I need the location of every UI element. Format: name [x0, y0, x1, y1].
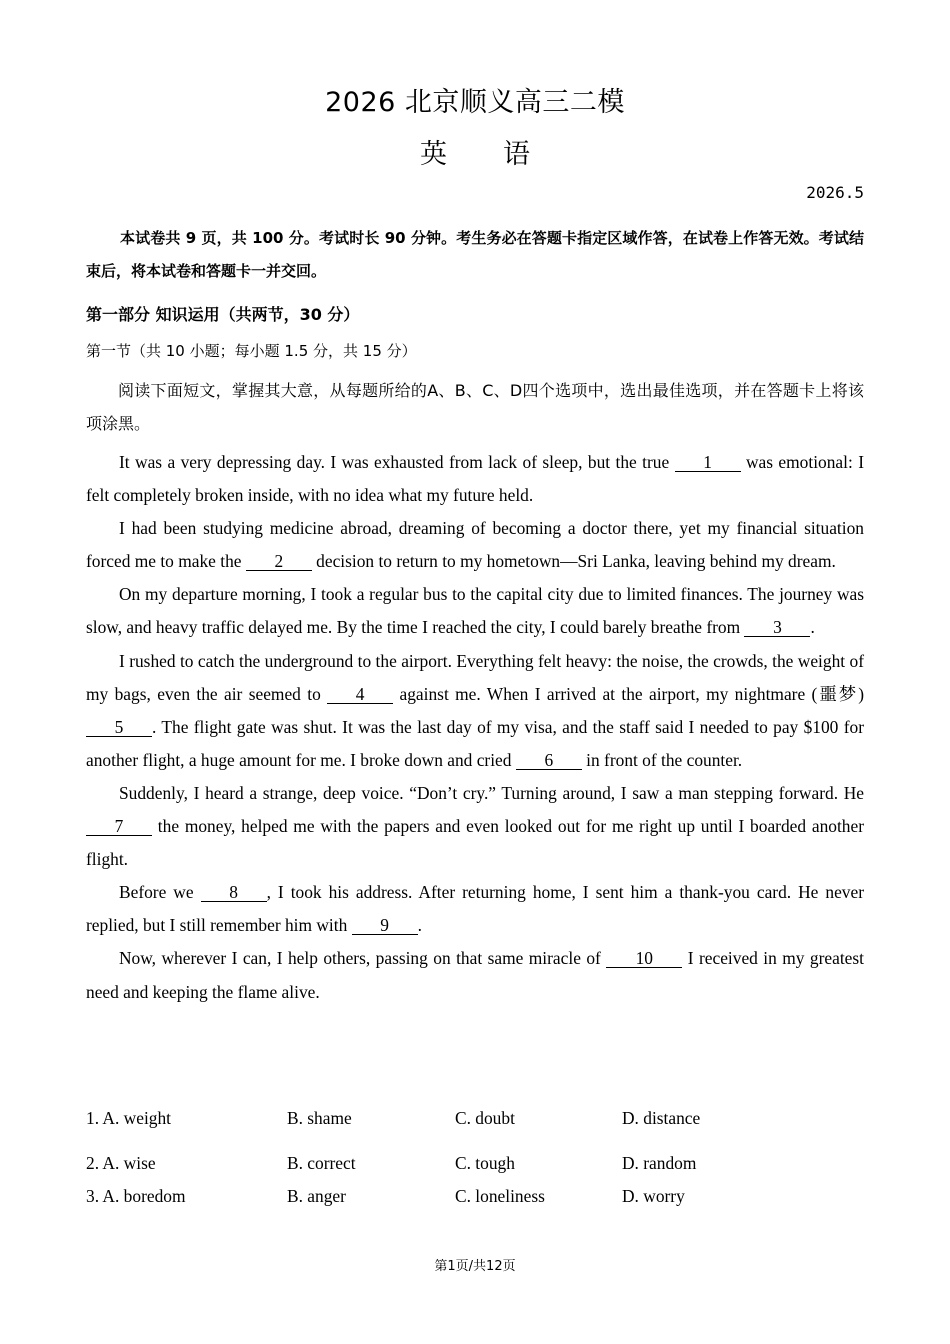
- option-b: B. shame: [287, 1108, 352, 1128]
- passage-text: against me. When I arrived at the airport, my nightmare (噩梦): [393, 683, 864, 704]
- passage-text: was emotional: I felt completely broken inside, with no idea what my future held.: [86, 452, 864, 506]
- blank-6: 6: [516, 751, 582, 770]
- option-a: 3. A. boredom: [86, 1186, 186, 1206]
- blank-7: 7: [86, 817, 152, 836]
- option-a: 1. A. weight: [86, 1108, 172, 1128]
- passage-text: Suddenly, I heard a strange, deep voice. “Don’t cry.” Turning around, I saw a man stepping forward. He: [119, 782, 864, 803]
- section1-heading: 第一节（共 10 小题；每小题 1.5 分，共 15 分）: [86, 342, 417, 360]
- blank-9: 9: [352, 916, 418, 935]
- passage-paragraph-6: [86, 876, 864, 942]
- option-c: C. doubt: [455, 1108, 515, 1128]
- passage-paragraph-7: [86, 942, 864, 1008]
- blank-5: 5: [86, 718, 152, 737]
- passage-paragraph-3: [86, 578, 864, 644]
- option-c: C. loneliness: [455, 1186, 545, 1206]
- passage-text: Now, wherever I can, I help others, passing on that same miracle of: [119, 948, 607, 969]
- blank-2: 2: [246, 552, 312, 571]
- option-d: D. distance: [622, 1108, 701, 1128]
- exam-date: 2026.5: [806, 183, 864, 202]
- passage-text: .: [417, 915, 422, 936]
- option-row-2: [86, 1153, 864, 1186]
- passage-paragraph-1: [86, 446, 864, 512]
- blank-3: 3: [744, 618, 810, 637]
- passage-text: in front of the counter.: [581, 749, 743, 770]
- part1-heading: 第一部分 知识运用（共两节，30 分）: [86, 305, 360, 324]
- passage-text: I received in my greatest need and keeping the flame alive.: [86, 948, 864, 1002]
- page-footer: 第1页/共12页: [434, 1259, 516, 1274]
- subject-title: 英语: [420, 139, 586, 170]
- passage-text: the money, helped me with the papers and even looked out for me right up until I boarded another flight.: [86, 816, 864, 870]
- option-b: B. anger: [287, 1186, 346, 1206]
- exam-title: 2026 北京顺义高三二模: [325, 87, 625, 118]
- passage-text: . The flight gate was shut. It was the last day of my visa, and the staff said I needed to pay $100 for another flight, a huge amount for me. I broke down and cried: [86, 716, 864, 770]
- passage-text: It was a very depressing day. I was exhausted from lack of sleep, but the true: [119, 452, 675, 472]
- option-d: D. random: [622, 1153, 697, 1173]
- passage-paragraph-2: [86, 512, 864, 578]
- passage-paragraph-5: [86, 777, 864, 876]
- blank-8: 8: [201, 883, 267, 902]
- passage-text: On my departure morning, I took a regular bus to the capital city due to limited finances. The journey was slow, and heavy traffic delayed me. By the time I reached the city, I could barely breathe from: [86, 584, 864, 638]
- option-row-1: [86, 1108, 864, 1141]
- passage-text: decision to return to my hometown—Sri Lanka, leaving behind my dream.: [311, 551, 836, 572]
- passage-text: Before we: [119, 882, 201, 903]
- passage-text: I rushed to catch the underground to the airport. Everything felt heavy: the noise, the crowds, the weight of my bags, even the air seemed to: [86, 650, 864, 704]
- cloze-passage: [86, 446, 864, 1009]
- blank-1: 1: [675, 453, 741, 472]
- passage-paragraph-4: [86, 645, 864, 777]
- section1-instruction: 阅读下面短文，掌握其大意，从每题所给的A、B、C、D四个选项中，选出最佳选项，并在答题卡上将该项涂黑。: [86, 381, 864, 433]
- option-c: C. tough: [455, 1153, 515, 1173]
- blank-10: 10: [606, 949, 682, 968]
- option-row-3: [86, 1186, 864, 1219]
- blank-4: 4: [327, 685, 393, 704]
- option-b: B. correct: [287, 1153, 356, 1173]
- answer-options: [86, 1108, 864, 1219]
- passage-text: I had been studying medicine abroad, dreaming of becoming a doctor there, yet my financial situation forced me to make the: [86, 518, 864, 572]
- exam-notice: 本试卷共 9 页，共 100 分。考试时长 90 分钟。考生务必在答题卡指定区域作答，在试卷上作答无效。考试结束后，将本试卷和答题卡一并交回。: [86, 229, 864, 280]
- option-a: 2. A. wise: [86, 1153, 156, 1173]
- passage-text: .: [810, 617, 815, 638]
- option-d: D. worry: [622, 1186, 685, 1206]
- passage-text: , I took his address. After returning home, I sent him a thank-you card. He never replied, but I still remember him with: [86, 882, 864, 936]
